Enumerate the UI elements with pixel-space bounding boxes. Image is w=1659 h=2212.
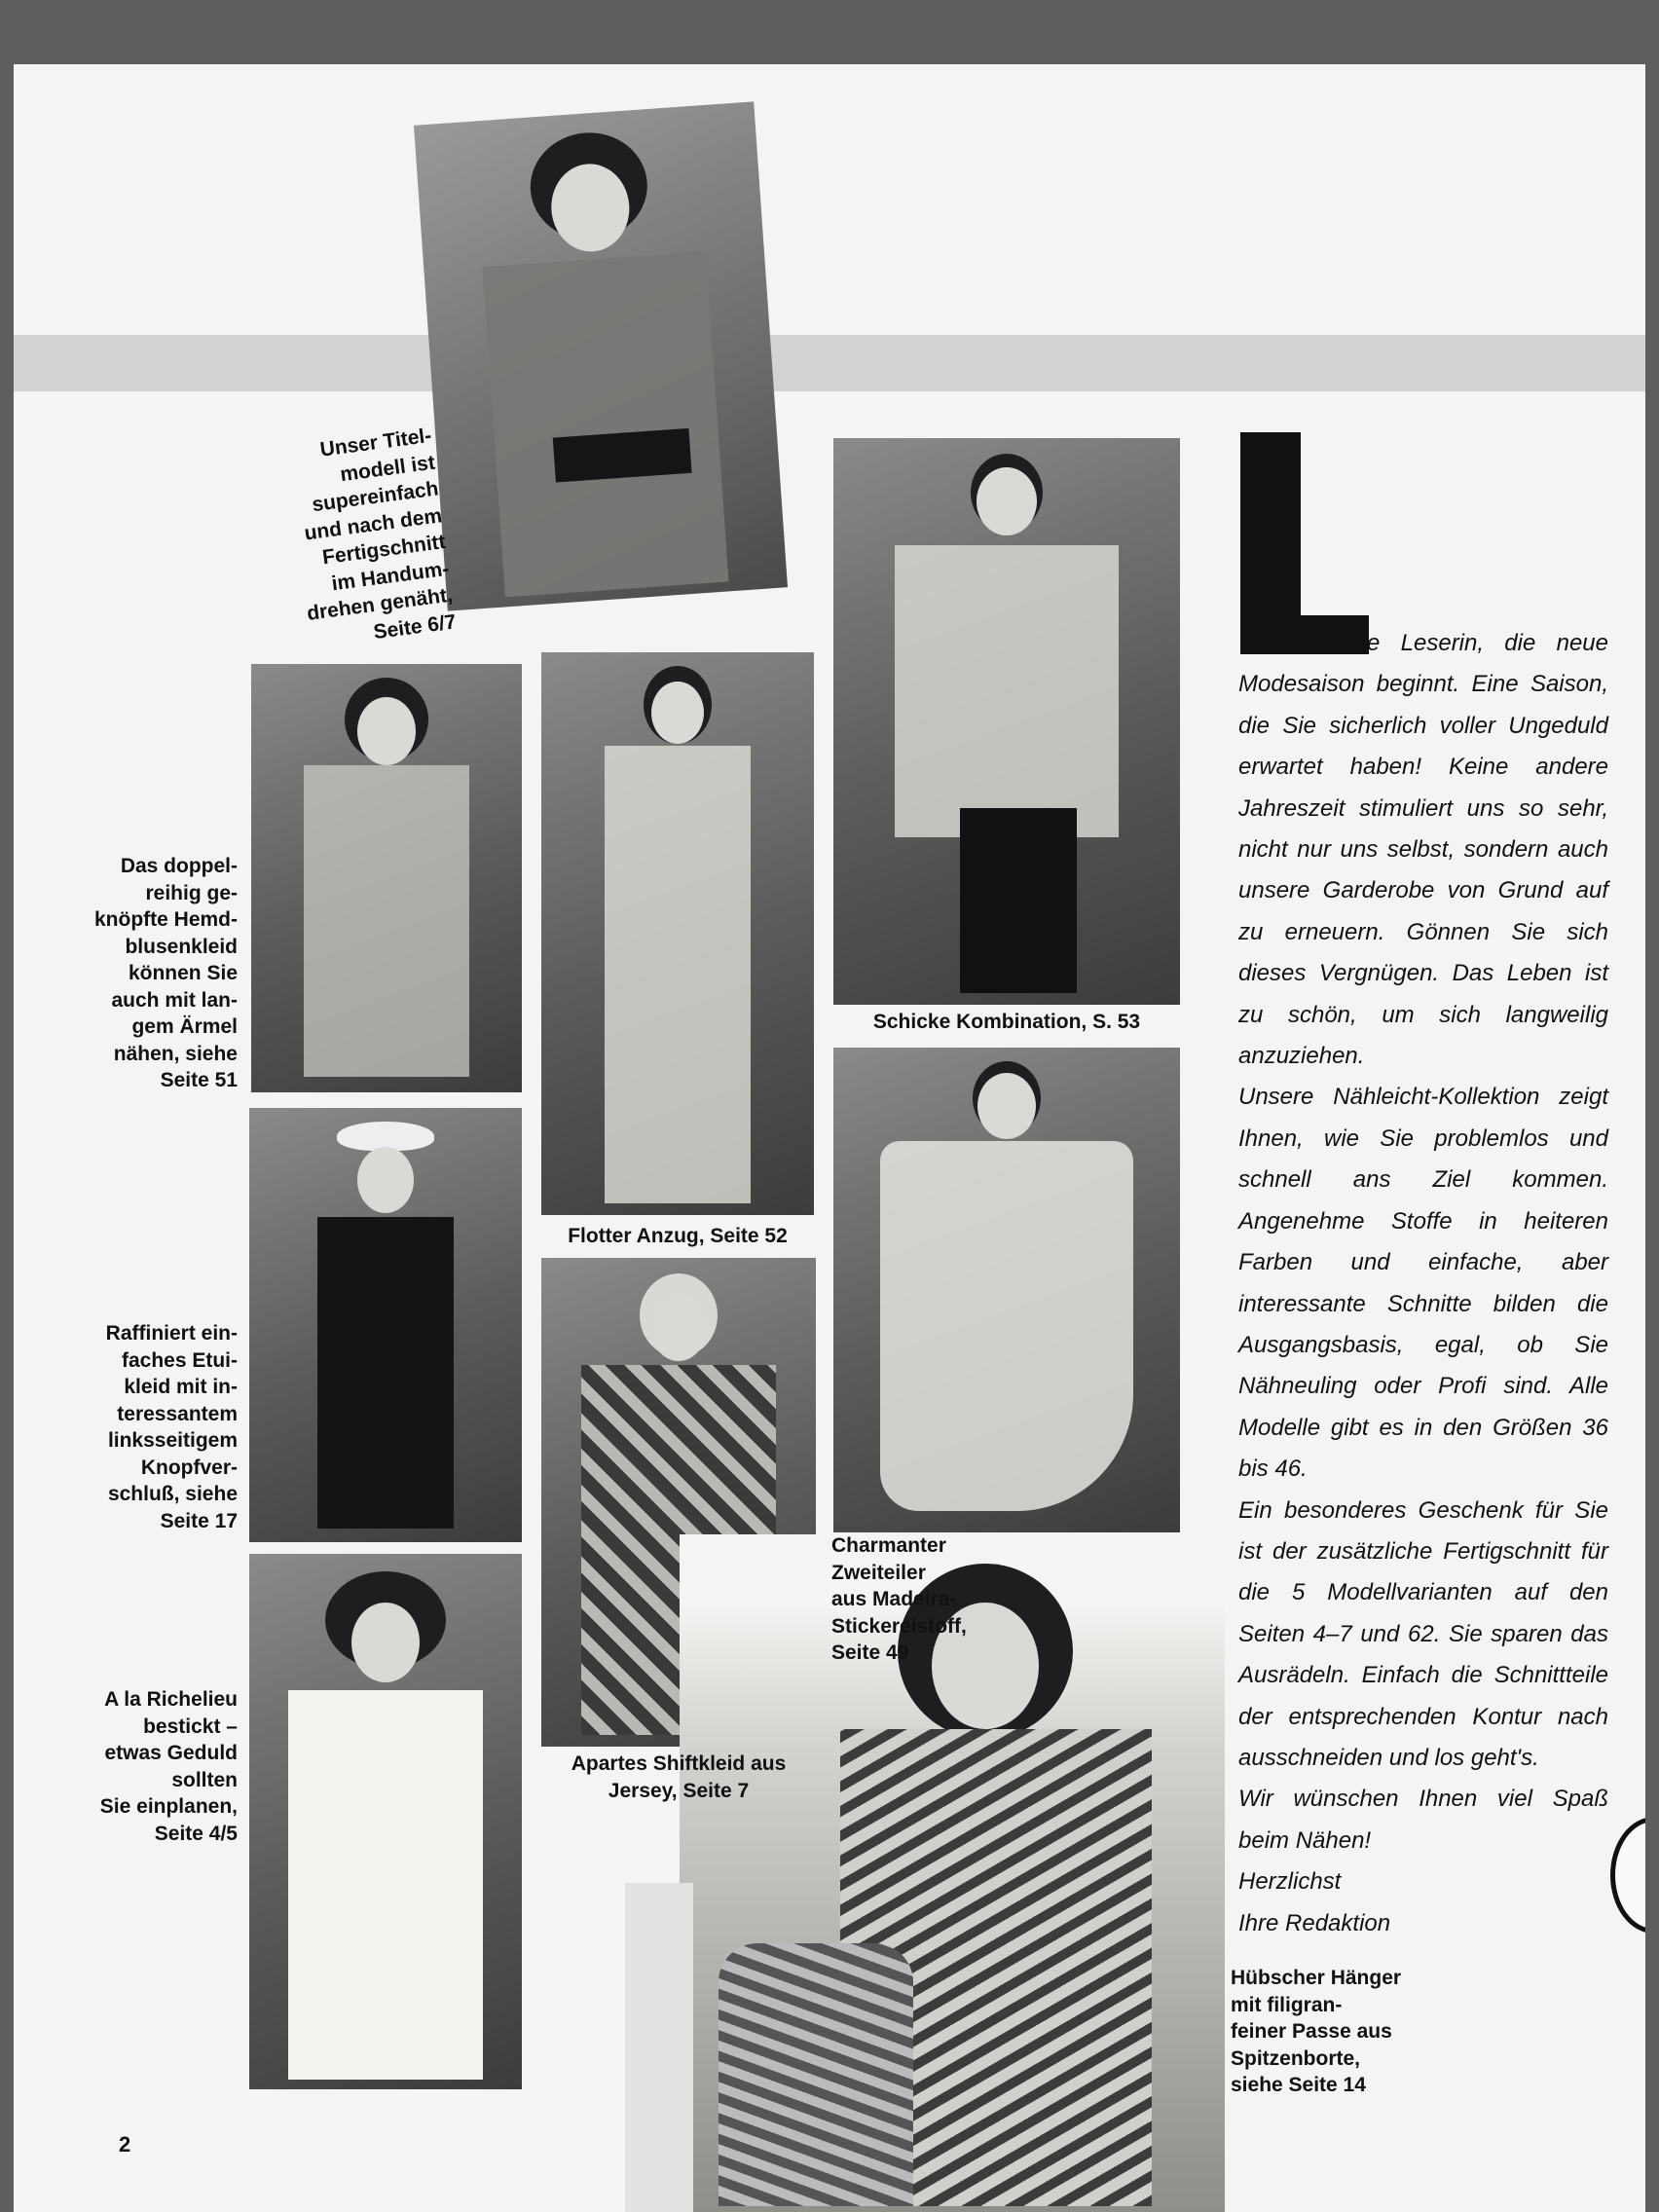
gray-strip — [625, 1883, 693, 2212]
magazine-page — [14, 64, 1645, 2212]
caption-two-piece: Charmanter Zweiteiler aus Madeira- Stickereistoff, Seite 49 — [831, 1534, 967, 1664]
photo-shirt-dress — [251, 664, 522, 1092]
letter-paragraph-3: Ein besonderes Geschenk für Sie ist der zusätzliche Fertigschnitt für die 5 Modellvarianten auf den Seiten 4–7 und 62. Sie sparen das Ausrädeln. Einfach die Schnittteile der entsprechenden Kontur nach ausschneiden und los geht's. — [1238, 1496, 1608, 1771]
drop-cap-L — [1240, 432, 1369, 654]
caption-richelieu: A la Richelieu bestickt – etwas Geduld sollten Sie einplanen, Seite 4/5 — [99, 1688, 238, 1845]
caption-title-model: Unser Titel- modell ist supereinfach und nach dem Fertigschnitt im Handum- drehen genäht, Seite 6/7 — [303, 424, 458, 644]
photo-suit — [541, 652, 814, 1215]
photo-title-model — [414, 101, 788, 610]
gray-stripe — [14, 335, 1645, 391]
caption-shift-dress: Apartes Shiftkleid aus Jersey, Seite 7 — [571, 1752, 787, 1802]
letter-sign-off: Herzlichst — [1238, 1868, 1342, 1896]
letter-paragraph-2: Unsere Nähleicht-Kollektion zeigt Ihnen, wie Sie problemlos und schnell ans Ziel kommen. Angenehme Stoffe in heiteren Farben und einfache, aber interessante Schnitte bilden die Ausgangsbasis, egal, ob Sie Nähneuling oder Profi sind. Alle Modelle gibt es in den Größen 36 bis 46. — [1238, 1084, 1608, 1483]
letter-paragraph-1: iebe Leserin, die neue Modesaison beginnt. Eine Saison, die Sie sicherlich voller Ungeduld erwartet haben! Keine andere Jahreszeit stimuliert uns so sehr, nicht nur uns selbst, sondern auch unsere Garderobe von Grund auf zu erneuern. Gönnen Sie sich dieses Vergnügen. Das Leben ist zu schön, um sich langweilig anzuziehen. — [1238, 630, 1608, 1070]
page-number: 2 — [119, 2132, 131, 2157]
caption-haenger: Hübscher Hänger mit filigran- feiner Passe aus Spitzenborte, siehe Seite 14 — [1231, 1967, 1402, 2096]
caption-shirt-dress: Das doppel- reihig ge- knöpfte Hemd- blusenkleid können Sie auch mit lan- gem Ärmel nähen, siehe Seite 51 — [94, 855, 238, 1091]
letter-paragraph-4: Wir wünschen Ihnen viel Spaß beim Nähen! — [1238, 1786, 1608, 1854]
caption-combination: Schicke Kombination, S. 53 — [872, 1011, 1141, 1033]
caption-suit: Flotter Anzug, Seite 52 — [568, 1225, 788, 1247]
next-page-edge-graphic — [1610, 1817, 1645, 1934]
letter-signature: Ihre Redaktion — [1238, 1909, 1391, 1936]
photo-combination — [833, 438, 1180, 1005]
caption-etui-dress: Raffiniert ein- faches Etui- kleid mit in- teressantem linksseitigem Knopfver- schluß, siehe Seite 17 — [105, 1322, 238, 1532]
photo-two-piece — [833, 1048, 1180, 1532]
editorial-letter — [1238, 623, 1608, 1944]
photo-richelieu — [249, 1554, 522, 2089]
photo-etui-dress — [249, 1108, 522, 1542]
